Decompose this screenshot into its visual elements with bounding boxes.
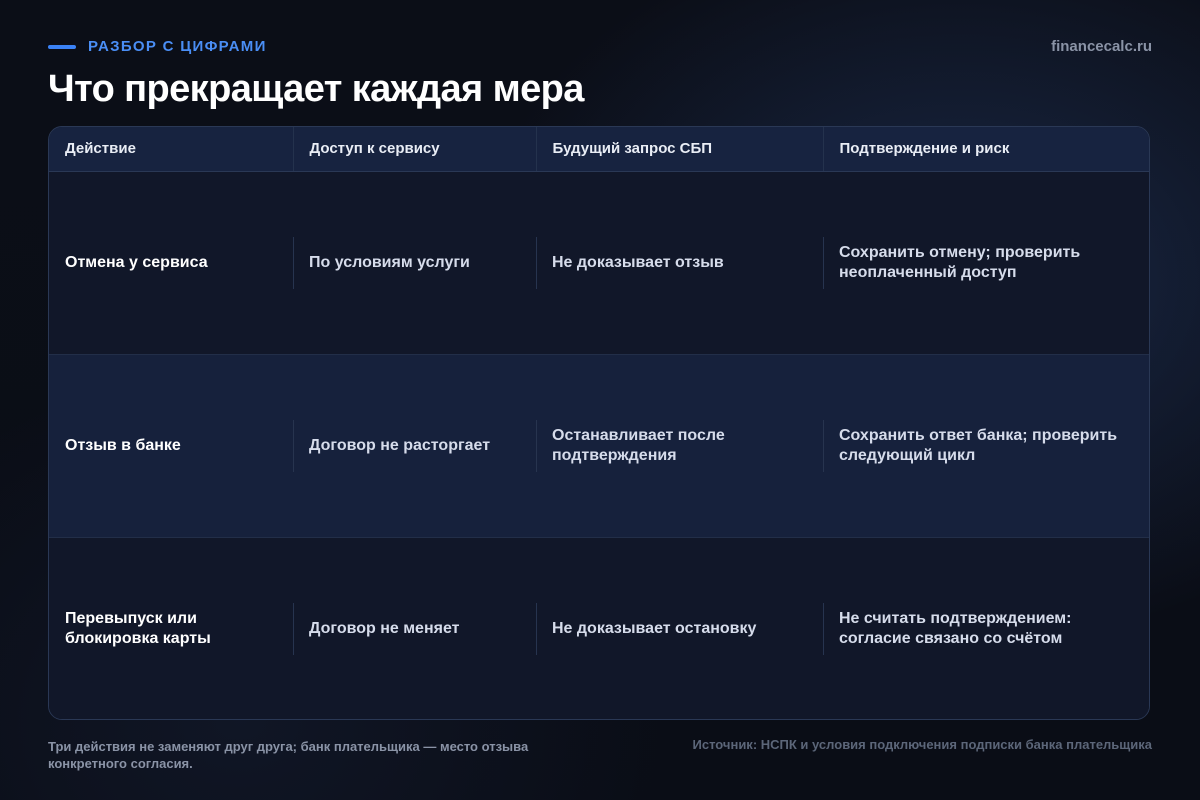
cell-confirmation: Не считать подтверждением: согласие связано со счётом [823, 537, 1149, 720]
eyebrow [48, 38, 267, 55]
cell-future-request: Не доказывает остановку [536, 537, 823, 720]
page-title: Что прекращает каждая мера [48, 68, 584, 110]
cell-action: Отзыв в банке [49, 354, 293, 537]
table-header-row [49, 127, 1149, 171]
cell-confirmation: Сохранить отмену; проверить неоплаченный доступ [823, 171, 1149, 354]
cell-future-request: Останавливает после подтверждения [536, 354, 823, 537]
source-note: Источник: НСПК и условия подключения подписки банка плательщика [692, 737, 1152, 752]
table-row [49, 537, 1149, 720]
table-row [49, 354, 1149, 537]
cell-action: Отмена у сервиса [65, 253, 208, 271]
table-row [49, 171, 1149, 354]
cell-access: Договор не меняет [293, 537, 536, 720]
cell-confirmation: Сохранить ответ банка; проверить следующий цикл [823, 354, 1149, 537]
column-header-future-request: Будущий запрос СБП [536, 127, 823, 171]
column-header-action: Действие [49, 127, 293, 171]
cell-action: Перевыпуск или блокировка карты [49, 537, 293, 720]
site-domain: financecalc.ru [1051, 38, 1152, 55]
cell-access: По условиям услуги [293, 171, 536, 354]
footnote: Три действия не заменяют друг друга; банк плательщика — место отзыва конкретного согласия. [48, 739, 529, 771]
column-header-access: Доступ к сервису [293, 127, 536, 171]
cell-access: Договор не расторгает [293, 354, 536, 537]
comparison-table-grid [49, 127, 1149, 720]
eyebrow-label: РАЗБОР С ЦИФРАМИ [88, 38, 267, 55]
cell-future-request: Не доказывает отзыв [536, 171, 823, 354]
column-header-confirmation: Подтверждение и риск [823, 127, 1149, 171]
comparison-table [48, 126, 1150, 720]
eyebrow-accent-line [48, 45, 76, 49]
